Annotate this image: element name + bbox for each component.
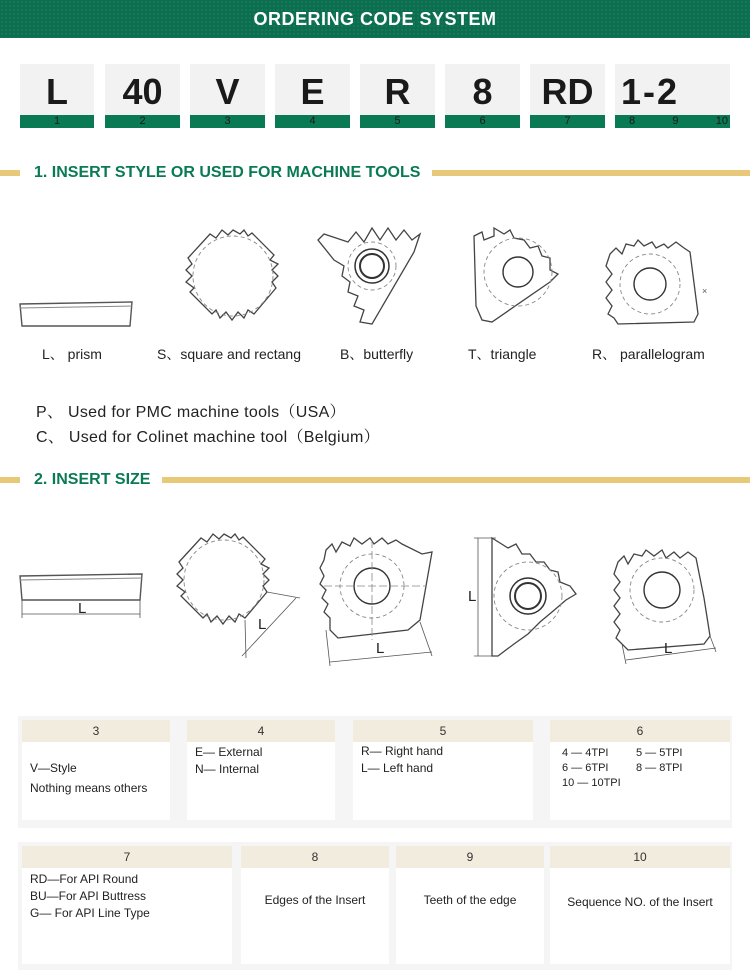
code-value: 1-2: [621, 71, 680, 112]
prism-insert-drawing: [16, 298, 136, 332]
code-index-group: [615, 115, 730, 128]
code-index: 3: [190, 115, 265, 128]
table-row: [562, 776, 730, 791]
code-index: 1: [20, 115, 94, 128]
table-row: Teeth of the edge: [423, 893, 517, 907]
code-box-6: [445, 64, 520, 128]
table-row: [562, 746, 730, 761]
code-box-3: [190, 64, 265, 128]
code-index: 7: [530, 115, 605, 128]
code-box-7: [530, 64, 605, 128]
square-size-drawing: [166, 528, 306, 668]
code-index: 2: [105, 115, 180, 128]
table-row: R— Right hand: [361, 744, 444, 758]
shape-label-butterfly: B、butterfly: [340, 346, 414, 362]
section-1-heading: [0, 162, 750, 184]
code-box-1: [20, 64, 94, 128]
dim-label-triangle: L: [468, 588, 477, 605]
divider: [0, 477, 20, 483]
table-row: L— Left hand: [361, 761, 434, 775]
code-index: 6: [445, 115, 520, 128]
table-header: 6: [550, 720, 730, 742]
code-value: E: [300, 71, 325, 112]
tpi-item: 4 — 4TPI: [562, 747, 609, 759]
code-index: 9: [672, 115, 679, 127]
section-1-title: 1. INSERT STYLE OR USED FOR MACHINE TOOLS: [34, 164, 421, 181]
divider: [162, 477, 750, 483]
shape-label-triangle: T、triangle: [468, 346, 537, 362]
tpi-item: 5 — 5TPI: [636, 747, 683, 759]
code-index: 5: [360, 115, 435, 128]
table-cell-9: [396, 846, 544, 964]
shape-label-square: S、square and rectang: [157, 346, 301, 362]
table-header: 4: [187, 720, 335, 742]
page-header: [0, 0, 750, 38]
table-row: Edges of the Insert: [264, 893, 366, 907]
table-header: 9: [396, 846, 544, 868]
note-pmc: P、 Used for PMC machine tools（USA）: [36, 404, 346, 421]
section-2-title: 2. INSERT SIZE: [34, 471, 151, 488]
table-cell-7: [22, 846, 232, 964]
table-row: Sequence NO. of the Insert: [567, 895, 713, 909]
table-row: RD—For API Round: [30, 872, 139, 886]
table-cell-10: [550, 846, 730, 964]
table-row: [562, 761, 730, 776]
code-value: 40: [122, 71, 163, 112]
table-row: N— Internal: [195, 762, 260, 776]
parallelogram-size-drawing: [600, 540, 726, 666]
table-cell-3: [22, 720, 170, 820]
code-value: RD: [541, 71, 594, 112]
code-box-2: [105, 64, 180, 128]
table-cell-8: [241, 846, 389, 964]
butterfly-insert-drawing: [316, 222, 424, 330]
code-value: R: [384, 71, 411, 112]
table-row: BU—For API Buttress: [30, 889, 147, 903]
code-index: 4: [275, 115, 350, 128]
divider: [0, 170, 20, 176]
table-row: V—Style: [30, 761, 77, 775]
code-index: 8: [629, 115, 636, 127]
dim-label-parallelogram: L: [664, 640, 673, 657]
code-box-5: [360, 64, 435, 128]
code-index: 10: [715, 115, 728, 127]
note-colinet: C、 Used for Colinet machine tool（Belgium）: [36, 429, 380, 446]
page-title: ORDERING CODE SYSTEM: [253, 8, 497, 29]
stray-mark: ×: [702, 286, 708, 296]
section-2-heading: [0, 469, 750, 491]
code-box-4: [275, 64, 350, 128]
tpi-item: 8 — 8TPI: [636, 762, 683, 774]
dim-label-prism: L: [78, 600, 87, 617]
dim-label-square: L: [258, 616, 267, 633]
code-value: 8: [472, 71, 493, 112]
table-row: Nothing means others: [30, 781, 148, 795]
tpi-item: 6 — 6TPI: [562, 762, 609, 774]
code-box-8: [615, 64, 730, 128]
triangle-insert-drawing: [468, 222, 562, 324]
shape-label-parallelogram: R、 parallelogram: [592, 346, 705, 362]
table-header: 3: [22, 720, 170, 742]
table-header: 8: [241, 846, 389, 868]
table-row: E— External: [195, 745, 263, 759]
shape-label-prism: L、 prism: [42, 346, 102, 362]
table-cell-6: [550, 720, 730, 820]
table-row: G— For API Line Type: [30, 906, 150, 920]
square-insert-drawing: [178, 222, 288, 334]
table-header: 5: [353, 720, 533, 742]
divider: [432, 170, 750, 176]
table-header: 10: [550, 846, 730, 868]
table-cell-4: [187, 720, 335, 820]
code-value: L: [46, 71, 68, 112]
triangle-size-drawing: [466, 532, 586, 662]
parallelogram-insert-drawing: [604, 232, 700, 328]
table-cell-5: [353, 720, 533, 820]
code-value: V: [215, 71, 240, 112]
dim-label-butterfly: L: [376, 640, 385, 657]
table-header: 7: [22, 846, 232, 868]
tpi-item: 10 — 10TPI: [562, 777, 621, 789]
